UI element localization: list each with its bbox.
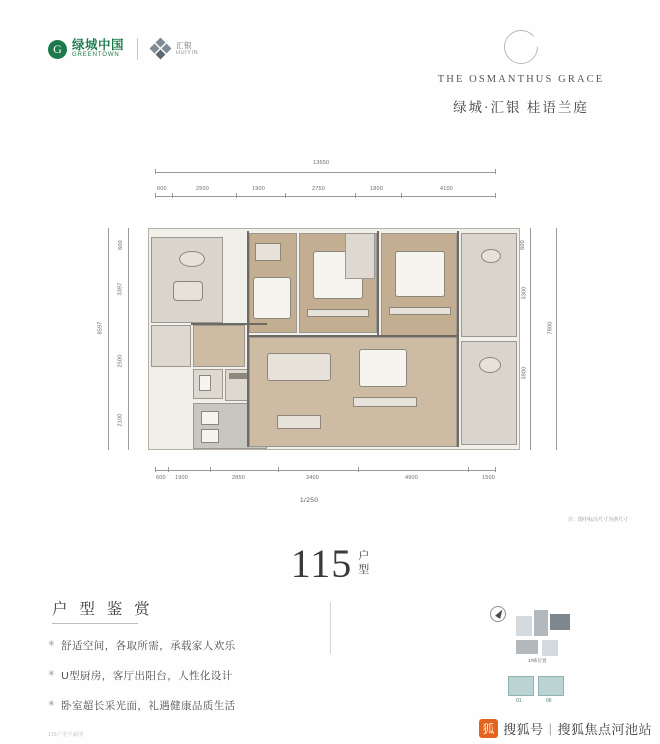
bullet-marker-icon: ✳ — [48, 669, 56, 678]
dim-left-total: 8597 — [97, 321, 104, 335]
wall-vertical-1 — [247, 231, 249, 447]
dim-top-total: 13650 — [313, 160, 330, 166]
moon-crescent-icon — [504, 30, 538, 64]
key-plan — [472, 598, 632, 728]
keyplan-block-4 — [516, 640, 538, 654]
dim-line-top-total — [155, 172, 495, 173]
brand-divider — [137, 38, 138, 60]
dim-line-left-total — [108, 228, 109, 450]
room-left-balcony — [151, 237, 223, 323]
huiyin-logo — [151, 39, 198, 59]
bullet-text: U型厨房，客厅出阳台，人性化设计 — [61, 670, 233, 682]
section-divider — [330, 602, 331, 654]
watermark-separator: | — [548, 721, 553, 736]
wall-vertical-2 — [377, 231, 379, 337]
dim-top-seg-4: 1800 — [370, 186, 384, 192]
keyplan-unit-b — [538, 676, 564, 696]
furniture-wardrobe — [307, 309, 369, 317]
dim-bottom-seg-3: 3400 — [306, 475, 320, 481]
furniture-bed-2 — [253, 277, 291, 319]
furniture-sofa — [359, 349, 407, 387]
project-name-cn: 绿城·汇银 桂语兰庭 — [453, 100, 589, 115]
keyplan-unit-tag-1: 06 — [546, 698, 552, 704]
bullet-text: 舒适空间，各取所需，承载家人欢乐 — [61, 640, 236, 652]
plan-scale: 1/250 — [300, 497, 319, 504]
bullet-marker-icon: ✳ — [48, 639, 56, 648]
wall-vertical-3 — [457, 231, 459, 447]
sohu-badge-icon: 狐 — [479, 719, 498, 738]
dim-top-seg-5: 4100 — [440, 186, 454, 192]
appreciation-bullets — [48, 638, 308, 728]
furniture-console — [277, 415, 321, 429]
watermark-text-2: 搜狐焦点河池站 — [557, 722, 652, 737]
huiyin-mark-icon — [151, 39, 171, 59]
appreciation-title: 户 型 鉴 赏 — [52, 601, 154, 618]
furniture-planter — [179, 251, 205, 267]
keyplan-building-label: 1#栋位置 — [528, 658, 547, 663]
unit-title — [0, 540, 660, 587]
floorplan-body — [148, 228, 520, 450]
dim-left-seg-3: 2100 — [117, 413, 124, 427]
dim-line-top-segments — [155, 196, 495, 197]
list-item — [48, 638, 308, 653]
wall-horizontal-1 — [249, 335, 459, 337]
unit-number: 115 — [290, 541, 353, 586]
dim-line-right-total — [556, 228, 557, 450]
dim-line-left-segments — [128, 228, 129, 450]
furniture-tv-cabinet — [389, 307, 451, 315]
unit-suffix-line1: 户 — [358, 549, 370, 562]
greentown-mark-icon: G — [48, 40, 67, 59]
unit-suffix-line2: 型 — [358, 563, 370, 576]
huiyin-name-en: HUIYIN — [176, 49, 199, 56]
bullet-marker-icon: ✳ — [48, 699, 56, 708]
keyplan-block-1 — [516, 616, 532, 636]
dim-right-seg-2: 3900 — [521, 366, 528, 380]
dim-left-seg-2: 2500 — [117, 354, 124, 368]
floorplan-diagram — [0, 150, 660, 525]
dim-left-seg-0: 600 — [117, 240, 124, 250]
furniture-bed-3 — [395, 251, 445, 297]
bullet-text: 卧室超长采光面，礼遇健康品质生活 — [61, 700, 236, 712]
keyplan-block-2 — [534, 610, 548, 636]
dim-top-seg-2: 1900 — [252, 186, 266, 192]
keyplan-unit-a — [508, 676, 534, 696]
room-entry-hall — [193, 325, 245, 367]
huiyin-name-cn: 汇银 — [176, 40, 193, 50]
furniture-desk — [255, 243, 281, 261]
project-name-en: THE OSMANTHUS GRACE — [437, 74, 605, 85]
dim-left-seg-1: 3397 — [117, 282, 124, 296]
north-arrow-icon — [490, 606, 506, 622]
keyplan-block-5 — [542, 640, 558, 656]
greentown-name-cn: 绿城中国 — [72, 37, 125, 52]
appliance-washer — [201, 411, 219, 425]
furniture-table — [173, 281, 203, 301]
brand-logos — [48, 38, 198, 60]
dim-bottom-seg-5: 1500 — [482, 475, 496, 481]
dim-line-bottom-segments — [155, 470, 495, 471]
appliance-dryer — [201, 429, 219, 443]
list-item — [48, 668, 308, 683]
furniture-plant-right-2 — [479, 357, 501, 373]
project-identity — [416, 30, 626, 116]
room-utility — [151, 325, 191, 367]
watermark — [479, 719, 652, 738]
dim-bottom-seg-1: 1900 — [175, 475, 189, 481]
bottom-section — [0, 590, 660, 744]
furniture-dining-table — [267, 353, 331, 381]
furniture-plant-right — [481, 249, 501, 263]
dim-top-seg-1: 2500 — [196, 186, 210, 192]
dim-right-total: 7800 — [547, 321, 554, 335]
watermark-text-1: 搜狐号 — [503, 722, 544, 737]
fixture-toilet — [199, 375, 211, 391]
furniture-coffee-table — [353, 397, 417, 407]
room-bathroom-2 — [345, 233, 375, 279]
greentown-logo — [48, 39, 124, 59]
list-item — [48, 698, 308, 713]
dim-top-seg-0: 600 — [157, 186, 167, 192]
dim-line-right-segments — [530, 228, 531, 450]
wall-horizontal-2 — [191, 323, 267, 325]
dim-bottom-seg-4: 4900 — [405, 475, 419, 481]
dim-right-seg-1: 3300 — [521, 286, 528, 300]
footer-code: 115户型平面图 — [48, 732, 84, 738]
keyplan-block-3 — [550, 614, 570, 630]
greentown-name-en: GREENTOWN — [72, 51, 120, 58]
plan-note: 注：图中标注尺寸为净尺寸 — [567, 517, 628, 523]
title-underline — [52, 623, 138, 624]
keyplan-unit-tag-0: 01 — [516, 698, 522, 704]
dim-right-seg-0: 600 — [519, 240, 526, 250]
dim-bottom-seg-2: 2850 — [232, 475, 246, 481]
dim-bottom-seg-0: 600 — [156, 475, 166, 481]
dim-top-seg-3: 2750 — [312, 186, 326, 192]
